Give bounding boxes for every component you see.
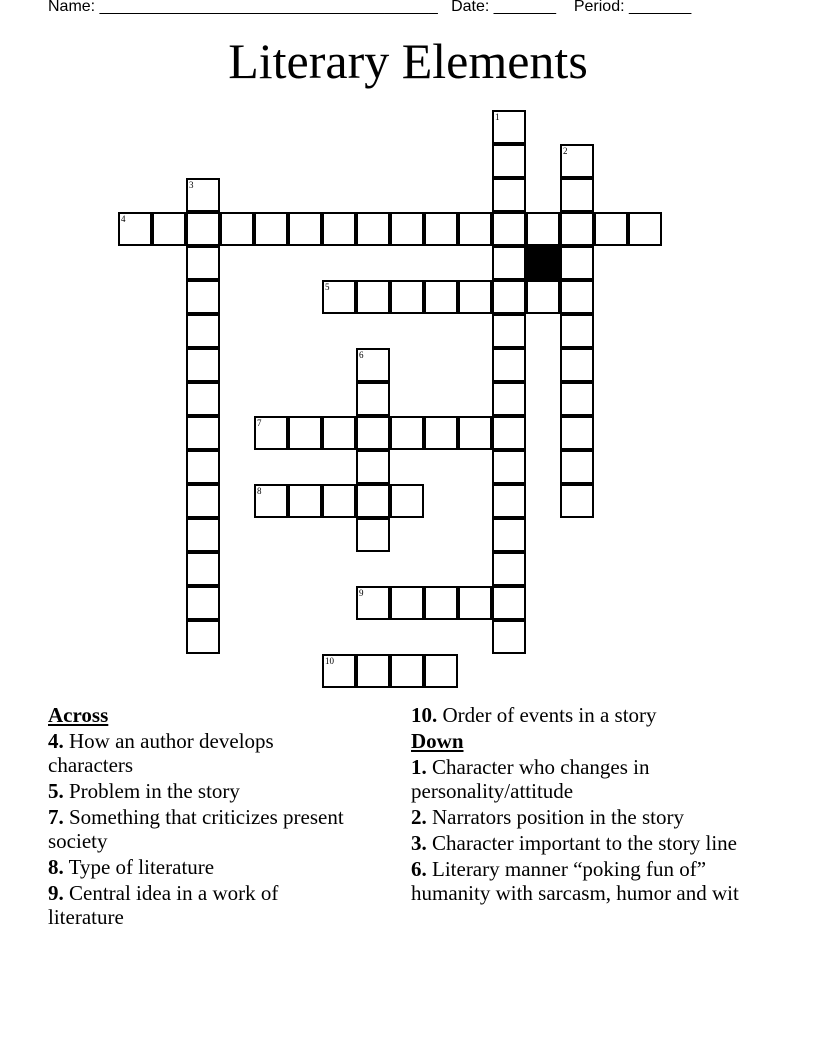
crossword-cell[interactable] xyxy=(560,348,594,382)
cell-number: 1 xyxy=(495,112,500,122)
crossword-cell[interactable] xyxy=(526,280,560,314)
clue-text: Order of events in a story xyxy=(442,703,657,727)
clue-number: 2. xyxy=(411,805,427,829)
across-heading: Across xyxy=(48,703,109,727)
clue-down-1 xyxy=(411,755,756,803)
crossword-cell[interactable] xyxy=(186,280,220,314)
clue-text: Problem in the story xyxy=(69,779,240,803)
crossword-cell[interactable] xyxy=(322,280,356,314)
crossword-cell[interactable] xyxy=(390,280,424,314)
crossword-cell[interactable] xyxy=(424,416,458,450)
crossword-cell[interactable] xyxy=(186,484,220,518)
crossword-cell[interactable] xyxy=(288,416,322,450)
cell-number: 6 xyxy=(359,350,364,360)
crossword-cell[interactable] xyxy=(424,586,458,620)
clue-across-4 xyxy=(48,729,348,777)
clues-right-column xyxy=(411,703,756,907)
cell-number: 5 xyxy=(325,282,330,292)
crossword-cell[interactable] xyxy=(390,654,424,688)
crossword-cell[interactable] xyxy=(186,586,220,620)
crossword-cell[interactable] xyxy=(186,450,220,484)
crossword-cell[interactable] xyxy=(560,484,594,518)
crossword-cell[interactable] xyxy=(390,416,424,450)
clue-across-8 xyxy=(48,855,348,879)
clue-number: 7. xyxy=(48,805,64,829)
crossword-cell[interactable] xyxy=(560,314,594,348)
crossword-cell[interactable] xyxy=(560,178,594,212)
clue-down-6 xyxy=(411,857,756,905)
clue-text: Central idea in a work of literature xyxy=(48,881,279,929)
clue-number: 8. xyxy=(48,855,64,879)
crossword-cell[interactable] xyxy=(186,552,220,586)
crossword-cell[interactable] xyxy=(492,552,526,586)
cell-number: 2 xyxy=(563,146,568,156)
cell-number: 4 xyxy=(121,214,126,224)
crossword-cell[interactable] xyxy=(526,212,560,246)
clue-number: 5. xyxy=(48,779,64,803)
name-label: Name: xyxy=(48,0,96,15)
name-line[interactable]: ______________________________________ xyxy=(99,0,438,15)
crossword-cell[interactable] xyxy=(560,280,594,314)
crossword-cell[interactable] xyxy=(186,178,220,212)
crossword-cell[interactable] xyxy=(492,450,526,484)
clue-text: Narrators position in the story xyxy=(432,805,684,829)
crossword-cell[interactable] xyxy=(458,586,492,620)
cell-number: 10 xyxy=(325,656,334,666)
crossword-cell[interactable] xyxy=(560,246,594,280)
crossword-cell[interactable] xyxy=(492,620,526,654)
crossword-cell[interactable] xyxy=(492,314,526,348)
crossword-cell[interactable] xyxy=(424,654,458,688)
date-label: Date: xyxy=(451,0,490,15)
clue-number: 10. xyxy=(411,703,438,727)
clue-text: Character who changes in personality/attitude xyxy=(411,755,650,803)
crossword-cell[interactable] xyxy=(186,620,220,654)
clue-text: How an author develops characters xyxy=(48,729,274,777)
crossword-cell[interactable] xyxy=(492,484,526,518)
crossword-cell[interactable] xyxy=(322,654,356,688)
page-title: Literary Elements xyxy=(228,33,588,89)
crossword-cell[interactable] xyxy=(118,212,152,246)
crossword-cell[interactable] xyxy=(492,586,526,620)
crossword-cell[interactable] xyxy=(254,484,288,518)
clue-across-10 xyxy=(411,703,756,727)
clue-down-3 xyxy=(411,831,756,855)
crossword-cell[interactable] xyxy=(356,586,390,620)
crossword-cell[interactable] xyxy=(492,246,526,280)
clue-text: Type of literature xyxy=(68,855,215,879)
crossword-cell[interactable] xyxy=(186,348,220,382)
crossword-cell[interactable] xyxy=(628,212,662,246)
crossword-cell[interactable] xyxy=(560,212,594,246)
crossword-cell[interactable] xyxy=(356,280,390,314)
crossword-cell[interactable] xyxy=(186,212,220,246)
crossword-cell[interactable] xyxy=(492,144,526,178)
clue-across-9 xyxy=(48,881,348,929)
clue-number: 4. xyxy=(48,729,64,753)
crossword-cell[interactable] xyxy=(186,518,220,552)
crossword-block xyxy=(526,246,560,280)
crossword-cell[interactable] xyxy=(186,314,220,348)
crossword-cell[interactable] xyxy=(356,450,390,484)
crossword-cell[interactable] xyxy=(186,246,220,280)
crossword-cell[interactable] xyxy=(560,416,594,450)
crossword-cell[interactable] xyxy=(492,178,526,212)
clue-text: Something that criticizes present society xyxy=(48,805,344,853)
crossword-cell[interactable] xyxy=(186,416,220,450)
crossword-cell[interactable] xyxy=(356,382,390,416)
crossword-cell[interactable] xyxy=(492,518,526,552)
crossword-cell[interactable] xyxy=(458,280,492,314)
crossword-cell[interactable] xyxy=(492,382,526,416)
crossword-cell[interactable] xyxy=(492,348,526,382)
crossword-cell[interactable] xyxy=(560,450,594,484)
crossword-cell[interactable] xyxy=(254,212,288,246)
crossword-cell[interactable] xyxy=(322,484,356,518)
clue-number: 1. xyxy=(411,755,427,779)
crossword-cell[interactable] xyxy=(390,484,424,518)
period-label: Period: xyxy=(573,0,625,15)
crossword-cell[interactable] xyxy=(186,382,220,416)
crossword-cell[interactable] xyxy=(492,280,526,314)
crossword-cell[interactable] xyxy=(424,212,458,246)
crossword-cell[interactable] xyxy=(254,416,288,450)
down-heading: Down xyxy=(411,729,464,753)
crossword-cell[interactable] xyxy=(288,484,322,518)
clue-down-2 xyxy=(411,805,756,829)
crossword-cell[interactable] xyxy=(356,484,390,518)
crossword-cell[interactable] xyxy=(288,212,322,246)
crossword-cell[interactable] xyxy=(560,144,594,178)
crossword-cell[interactable] xyxy=(492,416,526,450)
clue-number: 3. xyxy=(411,831,427,855)
clue-text: Literary manner “poking fun of” humanity with sarcasm, humor and wit xyxy=(411,857,739,905)
clue-number: 9. xyxy=(48,881,64,905)
crossword-cell[interactable] xyxy=(458,212,492,246)
crossword-cell[interactable] xyxy=(220,212,254,246)
crossword-cell[interactable] xyxy=(152,212,186,246)
crossword-cell[interactable] xyxy=(322,416,356,450)
crossword-cell[interactable] xyxy=(560,382,594,416)
crossword-cell[interactable] xyxy=(492,212,526,246)
cell-number: 8 xyxy=(257,486,262,496)
cell-number: 9 xyxy=(359,588,364,598)
date-line[interactable]: _______ xyxy=(493,0,557,15)
clue-across-5 xyxy=(48,779,348,803)
crossword-cell[interactable] xyxy=(424,280,458,314)
crossword-cell[interactable] xyxy=(390,586,424,620)
crossword-cell[interactable] xyxy=(458,416,492,450)
crossword-cell[interactable] xyxy=(356,654,390,688)
crossword-cell[interactable] xyxy=(322,212,356,246)
crossword-cell[interactable] xyxy=(356,416,390,450)
crossword-cell[interactable] xyxy=(356,212,390,246)
cell-number: 7 xyxy=(257,418,262,428)
crossword-cell[interactable] xyxy=(356,518,390,552)
clue-across-7 xyxy=(48,805,348,853)
crossword-cell[interactable] xyxy=(390,212,424,246)
cell-number: 3 xyxy=(189,180,194,190)
crossword-cell[interactable] xyxy=(356,348,390,382)
crossword-cell[interactable] xyxy=(594,212,628,246)
clues-left-column xyxy=(48,703,348,931)
period-line[interactable]: _______ xyxy=(629,0,692,15)
clue-number: 6. xyxy=(411,857,427,881)
crossword-cell[interactable] xyxy=(492,110,526,144)
clue-text: Character important to the story line xyxy=(432,831,737,855)
